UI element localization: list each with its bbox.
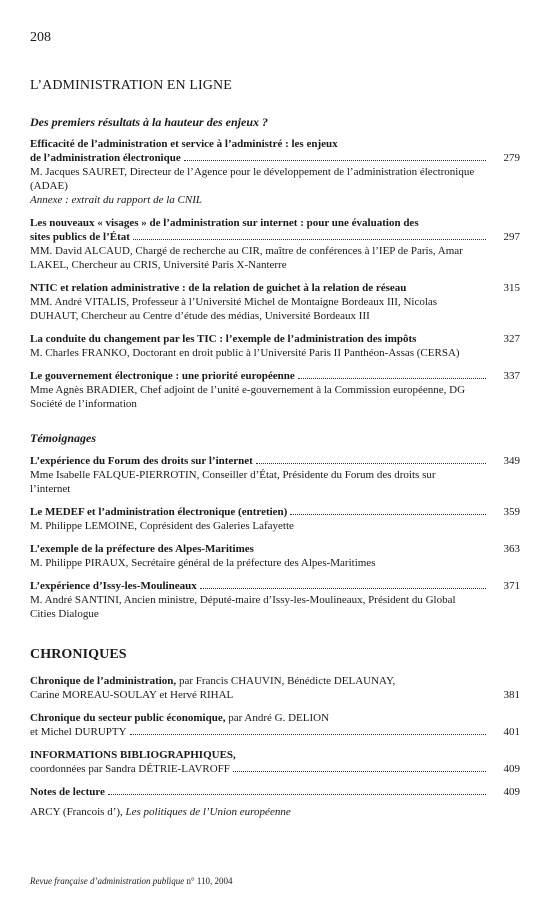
toc-content — [30, 78, 520, 819]
entry-title-line2: de l’administration électronique — [30, 152, 181, 164]
toc-entry — [30, 454, 520, 496]
entry-title-line — [30, 725, 520, 739]
entry-page: 279 — [503, 152, 520, 164]
chronique-authors: par André G. DELION — [225, 712, 330, 724]
toc-entry — [30, 137, 520, 207]
chronique-authors: par Francis CHAUVIN, Bénédicte DELAUNAY, — [176, 675, 396, 687]
entry-title-line — [30, 579, 520, 593]
entry-title: L’exemple de la préfecture des Alpes-Maritimes — [30, 543, 254, 555]
entry-title: Le gouvernement électronique : une priorité européenne — [30, 370, 295, 382]
entry-page: 337 — [503, 370, 520, 382]
dot-leader — [184, 160, 486, 161]
entry-title-line — [30, 688, 520, 702]
chronique-title: Chronique de l’administration, — [30, 675, 177, 687]
reading-note — [30, 805, 520, 819]
entry-title: L’expérience d’Issy-les-Moulineaux — [30, 580, 197, 592]
entry-title-line — [30, 332, 520, 346]
note-author: ARCY (Francois d’), — [30, 806, 126, 818]
dot-leader — [233, 771, 486, 772]
entry-title-line — [30, 785, 520, 799]
entry-title-line — [30, 151, 520, 165]
entry-page: 327 — [503, 333, 520, 345]
subhead-premiers-resultats: Des premiers résultats à la hauteur des enjeux ? — [30, 115, 269, 129]
entry-authors: MM. David ALCAUD, Chargé de recherche au CIR, maître de conférences à l’IEP de Paris, Amar LAKEL, Chercheur au CRIS, Université Paris X-Nanterre — [30, 245, 463, 271]
entry-title-line1: Les nouveaux « visages » de l’administration sur internet : pour une évaluation des — [30, 217, 419, 229]
entry-title-line — [30, 281, 520, 295]
footer-journal: Revue française d’administration publique — [30, 876, 185, 886]
entry-page: 409 — [503, 786, 520, 798]
subhead-temoignages: Témoignages — [30, 431, 96, 445]
footer-issue: n° 110, 2004 — [184, 876, 233, 886]
entry-title-line2: sites publics de l’État — [30, 231, 130, 243]
entry-title-line — [30, 762, 520, 776]
entry-page: 371 — [503, 580, 520, 592]
dot-leader — [256, 463, 486, 464]
entry-page: 381 — [503, 689, 520, 701]
dot-leader — [133, 239, 486, 240]
entry-authors: MM. André VITALIS, Professeur à l’Université Michel de Montaigne Bordeaux III, Nicolas DUHAUT, Chercheur au Centre d’étude des médias, Université Bordeaux III — [30, 296, 438, 322]
note-book: Les politiques de l’Union européenne — [125, 806, 291, 818]
toc-entry — [30, 711, 520, 739]
entry-page: 363 — [503, 543, 520, 555]
toc-entry — [30, 542, 520, 570]
toc-entry — [30, 281, 520, 323]
entry-title: Notes de lecture — [30, 786, 105, 798]
entry-title-line1 — [30, 674, 500, 688]
entry-authors: M. Philippe PIRAUX, Secrétaire général de la préfecture des Alpes-Maritimes — [30, 557, 376, 569]
entry-annex: Annexe : extrait du rapport de la CNIL — [30, 194, 203, 206]
entry-title-line — [30, 542, 520, 556]
toc-entry — [30, 332, 520, 360]
entry-title: La conduite du changement par les TIC : l’exemple de l’administration des impôts — [30, 333, 417, 345]
page-footer — [30, 876, 233, 886]
entry-page: 349 — [503, 455, 520, 467]
chronique-title: Chronique du secteur public économique, — [30, 712, 226, 724]
toc-entry — [30, 579, 520, 621]
toc-entry — [30, 785, 520, 799]
chronique-authors-line2: et Michel DURUPTY — [30, 726, 127, 738]
entry-authors: M. Jacques SAURET, Directeur de l’Agence pour le développement de l’administration électronique (ADAE) — [30, 166, 475, 192]
dot-leader — [290, 514, 486, 515]
entry-authors: Mme Isabelle FALQUE-PIERROTIN, Conseiller d’État, Présidente du Forum des droits sur l’internet — [30, 469, 436, 495]
entry-title-line — [30, 454, 520, 468]
entry-page: 409 — [503, 763, 520, 775]
entry-title-line1: INFORMATIONS BIBLIOGRAPHIQUES, — [30, 749, 236, 761]
dot-leader — [200, 588, 486, 589]
page-number: 208 — [30, 30, 51, 45]
dot-leader — [108, 794, 486, 795]
entry-title: L’expérience du Forum des droits sur l’internet — [30, 455, 253, 467]
toc-entry — [30, 216, 520, 272]
dot-leader — [130, 734, 486, 735]
entry-title-line1 — [30, 711, 500, 725]
section-title-chroniques: CHRONIQUES — [30, 647, 127, 662]
entry-title-line — [30, 505, 520, 519]
toc-entry — [30, 369, 520, 411]
entry-title-line — [30, 230, 520, 244]
chronique-authors-line2: coordonnées par Sandra DÉTRIE-LAVROFF — [30, 763, 230, 775]
entry-title: Le MEDEF et l’administration électronique (entretien) — [30, 506, 288, 518]
entry-page: 359 — [503, 506, 520, 518]
entry-authors: M. Philippe LEMOINE, Coprésident des Galeries Lafayette — [30, 520, 294, 532]
entry-page: 401 — [503, 726, 520, 738]
toc-entry — [30, 505, 520, 533]
toc-entry — [30, 674, 520, 702]
entry-authors: M. Charles FRANKO, Doctorant en droit public à l’Université Paris II Panthéon-Assas (CERSA) — [30, 347, 460, 359]
section-title-administration: L’ADMINISTRATION EN LIGNE — [30, 78, 232, 93]
entry-authors: Mme Agnès BRADIER, Chef adjoint de l’unité e-gouvernement à la Commission européenne, DG Société de l’information — [30, 384, 466, 410]
entry-title-line — [30, 369, 520, 383]
dot-leader — [298, 378, 486, 379]
toc-entry — [30, 748, 520, 776]
entry-page: 297 — [503, 231, 520, 243]
entry-title-line1: Efficacité de l’administration et service à l’administré : les enjeux — [30, 138, 338, 150]
entry-title: NTIC et relation administrative : de la relation de guichet à la relation de réseau — [30, 282, 407, 294]
entry-authors: M. André SANTINI, Ancien ministre, Député-maire d’Issy-les-Moulineaux, Président du Global Cities Dialogue — [30, 594, 456, 620]
entry-page: 315 — [503, 282, 520, 294]
chronique-authors-line2: Carine MOREAU-SOULAY et Hervé RIHAL — [30, 689, 234, 701]
